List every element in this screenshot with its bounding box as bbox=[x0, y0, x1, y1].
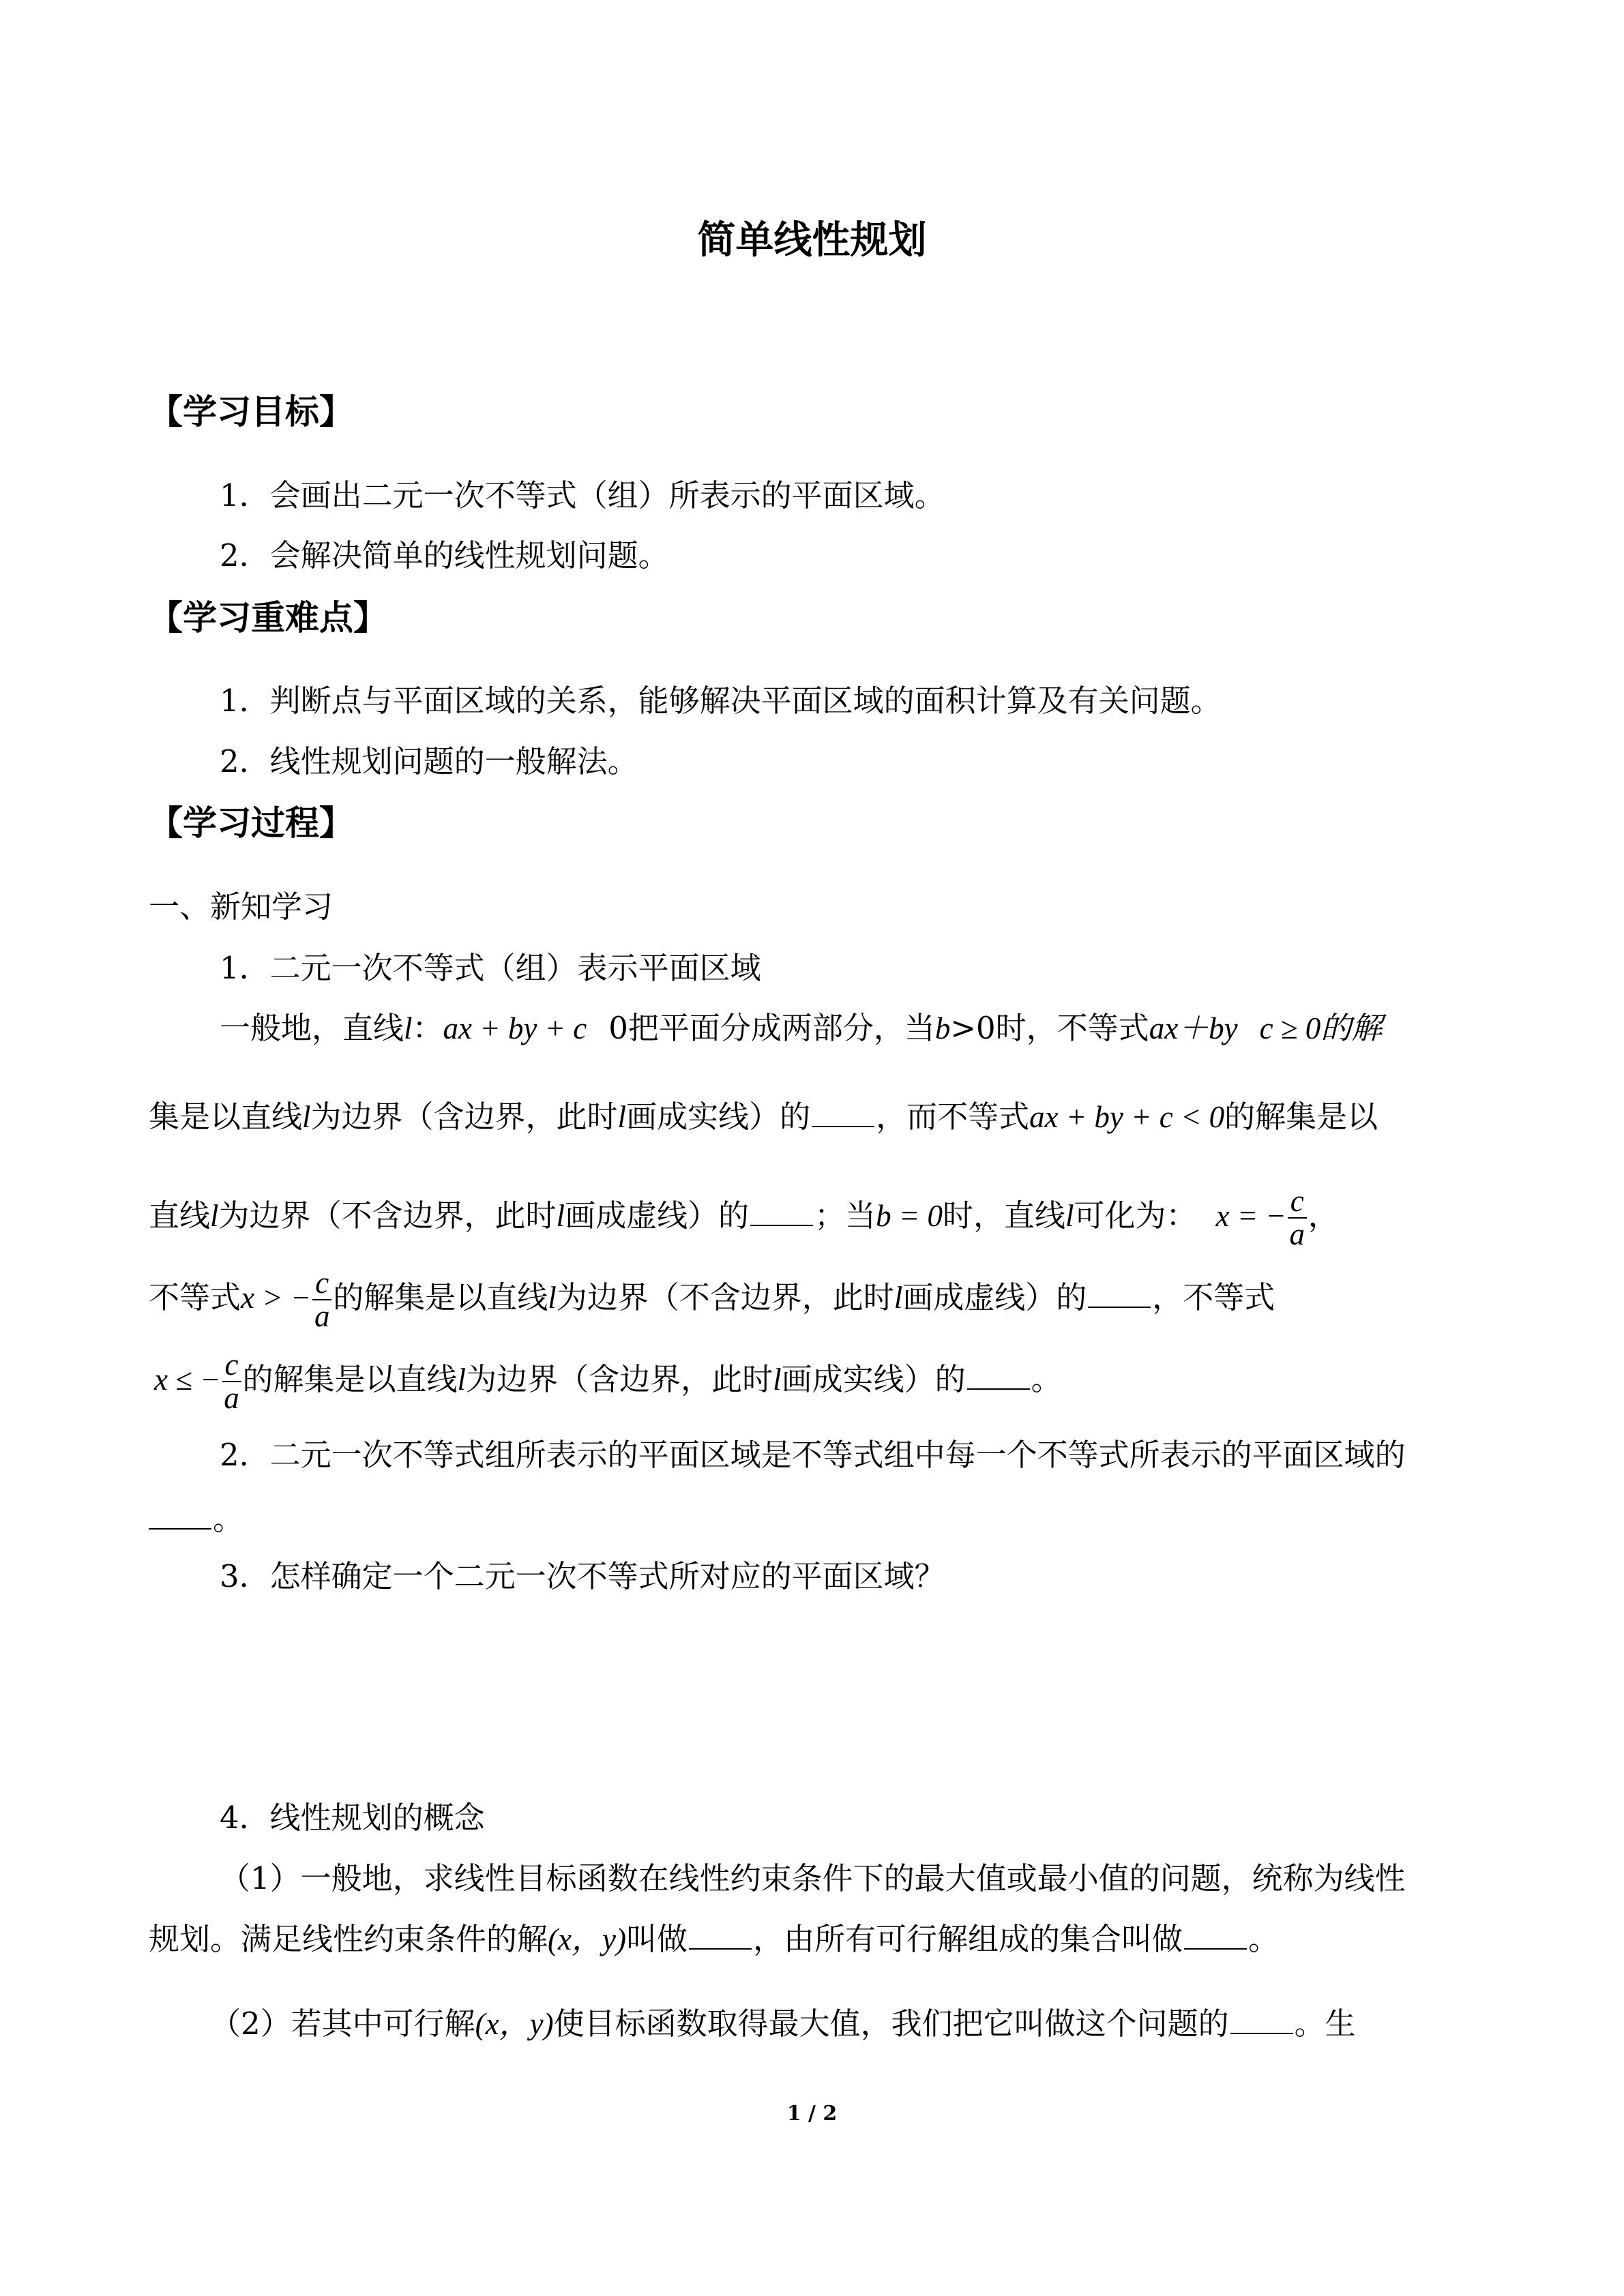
answer-blank bbox=[967, 1388, 1030, 1390]
item-heading: 4．线性规划的概念 bbox=[220, 1800, 485, 1836]
paragraph-line: 直线l为边界（不含边界，此时l画成虚线）的 ；当b = 0时，直线l可化为： x = − $\frac{c}{a}$ ， bbox=[149, 1184, 1339, 1252]
answer-blank bbox=[1184, 1948, 1247, 1950]
item-heading: 1．二元一次不等式（组）表示平面区域 bbox=[220, 950, 761, 986]
paragraph-line: （1）一般地，求线性目标函数在线性约束条件下的最大值或最小值的问题，统称为线性 bbox=[220, 1860, 1406, 1896]
answer-blank bbox=[750, 1224, 813, 1226]
question-text: 3．怎样确定一个二元一次不等式所对应的平面区域？ bbox=[220, 1558, 945, 1594]
paragraph-line: 规划。满足线性约束条件的解(x，y)叫做 ，由所有可行解组成的集合叫做 。 bbox=[149, 1921, 1279, 1957]
goal-item: 1．会画出二元一次不等式（组）所表示的平面区域。 bbox=[220, 477, 945, 513]
part-heading: 一、新知学习 bbox=[149, 889, 334, 925]
fraction-c-over-a: $\frac{c}{a}$ bbox=[312, 1267, 331, 1333]
key-point-item: 1．判断点与平面区域的关系，能够解决平面区域的面积计算及有关问题。 bbox=[220, 683, 1222, 719]
page-number: 1 / 2 bbox=[786, 2102, 838, 2126]
answer-blank bbox=[689, 1948, 752, 1950]
paragraph-line: 集是以直线l为边界（含边界，此时l画成实线）的 ，而不等式ax + by + c < 0的解集是以 bbox=[149, 1099, 1378, 1135]
fraction-c-over-a: $\frac{c}{a}$ bbox=[222, 1349, 241, 1415]
key-point-item: 2．线性规划问题的一般解法。 bbox=[220, 743, 638, 779]
paragraph-line: 不等式x > − $\frac{c}{a}$ 的解集是以直线l为边界（不含边界，此时l画成虚线）的 ，不等式 bbox=[149, 1266, 1275, 1334]
answer-blank bbox=[149, 1527, 211, 1530]
answer-blank bbox=[1088, 1306, 1151, 1308]
paragraph-line: x ≤ − $\frac{c}{a}$ 的解集是以直线l为边界（含边界，此时l画成实线）的 。 bbox=[154, 1347, 1062, 1416]
section-heading-goals: 【学习目标】 bbox=[149, 391, 353, 432]
item-text: 2．二元一次不等式组所表示的平面区域是不等式组中每一个不等式所表示的平面区域的 bbox=[220, 1437, 1406, 1473]
section-heading-process: 【学习过程】 bbox=[149, 803, 353, 843]
section-heading-key-points: 【学习重难点】 bbox=[149, 597, 387, 638]
goal-item: 2．会解决简单的线性规划问题。 bbox=[220, 537, 669, 573]
answer-blank bbox=[812, 1125, 874, 1127]
paragraph-line: 一般地，直线l：ax + by + c 0把平面分成两部分，当b>0时，不等式ax＋by c ≥ 0的解 bbox=[220, 1010, 1383, 1046]
page-title: 简单线性规划 bbox=[697, 218, 927, 263]
fraction-c-over-a: $\frac{c}{a}$ bbox=[1288, 1185, 1307, 1251]
paragraph-line: 。 bbox=[149, 1499, 243, 1540]
paragraph-line: （2）若其中可行解(x，y)使目标函数取得最大值，我们把它叫做这个问题的 。生 bbox=[210, 2006, 1356, 2042]
answer-blank bbox=[1230, 2032, 1293, 2034]
